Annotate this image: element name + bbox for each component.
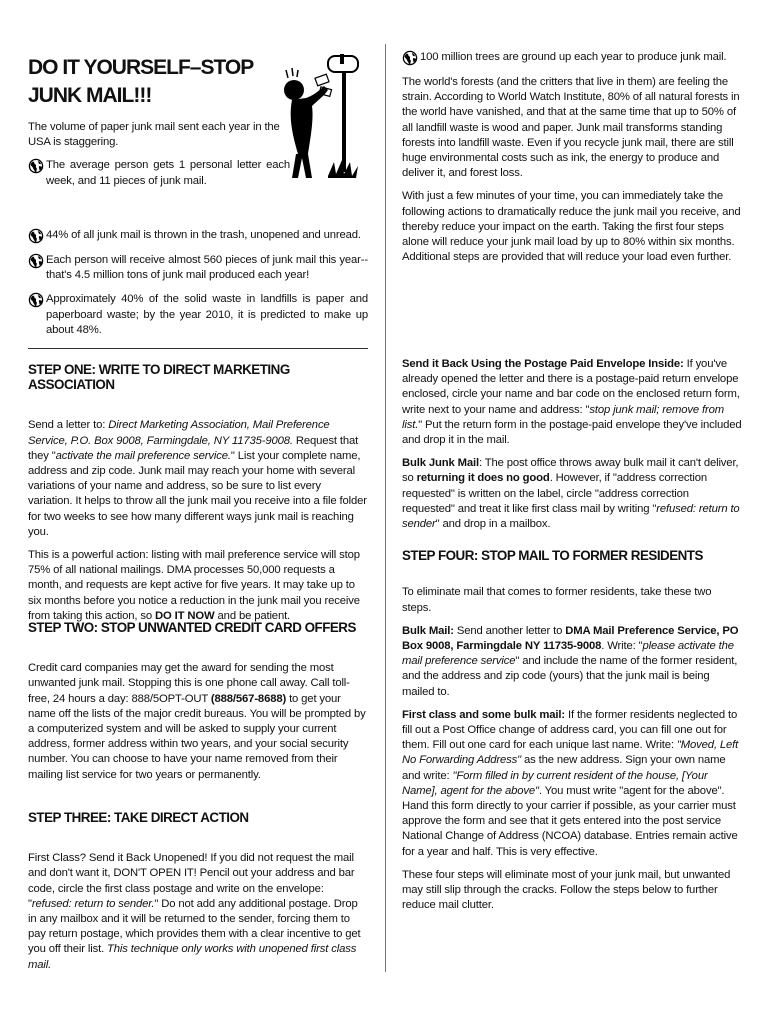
section-divider <box>28 348 368 349</box>
step-one-paragraph-2: This is a powerful action: listing with mail preference service will stop 75% of all national mailings. DMA processes 50,000 requests a month, and requests are kept active for five years. It may take up to six months before you notice a reduction in the junk mail you receive from taking this action, so DO IT NOW and be patient. <box>28 549 360 622</box>
step-two-heading: STEP TWO: STOP UNWANTED CREDIT CARD OFFERS <box>28 620 356 635</box>
step-two-section <box>28 620 368 791</box>
junk-mail-illustration <box>278 50 373 188</box>
postage-paid-paragraph: Send it Back Using the Postage Paid Envelope Inside: If you've already opened the letter and there is a postage-paid return envelope enclosed, circle your name and bar code on the enclosed return form, write next to your name and address: "stop junk mail; remove from list." Put the return form in the postage-paid envelope they've included and drop it in the mail. <box>402 358 742 447</box>
actions-paragraph: With just a few minutes of your time, you can immediately take the following actions to dramatically reduce the junk mail you receive, and thereby reduce your impact on the earth. Taking the first four steps alone will reduce your junk mail load by up to 80% within six months. Additional steps are provided that will reduce your load even further. <box>402 190 741 264</box>
step-three-paragraph: First Class? Send it Back Unopened! If you did not request the mail and don't want it, DON'T OPEN IT! Pencil out your address and bar code, circle the first class postage and write on the envelope: "refused: return to sender." Do not add any additional postage. Drop in any mailbox and it will be returned to the sender, forcing them to pay return postage, which provides them with a clear incentive to get you off their list. This technique only works with unopened first class mail. <box>28 852 361 971</box>
fact-text: Approximately 40% of the solid waste in landfills is paper and paperboard waste; by the year 2010, it is predicted to make up about 48%. <box>46 293 368 336</box>
step-three-heading: STEP THREE: TAKE DIRECT ACTION <box>28 810 249 825</box>
left-intro-column <box>28 54 290 198</box>
closing-paragraph: These four steps will eliminate most of your junk mail, but unwanted may still slip through the cracks. Follow the steps below to further reduce mail clutter. <box>402 868 731 912</box>
fact-text: The average person gets 1 personal letter each week, and 11 pieces of junk mail. <box>46 159 290 187</box>
fact-bullet <box>28 292 368 338</box>
globe-icon <box>28 228 44 244</box>
fact-text: Each person will receive almost 560 pieces of junk mail this year--that's 4.5 million tons of junk mail produced each year! <box>46 254 368 282</box>
step-four-heading: STEP FOUR: STOP MAIL TO FORMER RESIDENTS <box>402 548 703 564</box>
fact-bullet <box>28 228 368 244</box>
globe-icon <box>28 253 44 269</box>
fact-text: 100 million trees are ground up each year to produce junk mail. <box>420 51 727 63</box>
globe-icon <box>402 50 418 66</box>
left-facts-column <box>28 228 368 347</box>
right-steps-column <box>402 357 742 922</box>
forests-paragraph: The world's forests (and the critters that live in them) are feeling the strain. According to World Watch Institute, 80% of all natural forests in the world have vanished, and that at the same time that up to 50% of all landfill waste is wood and paper. Junk mail transforms standing forests into landfill waste. Even if you recycle junk mail, there are still huge environmental costs such as ink, the energy to produce and deliver it, and forest loss. <box>402 76 740 180</box>
step-one-heading: STEP ONE: WRITE TO DIRECT MARKETING ASSOCIATION <box>28 362 290 393</box>
step-two-paragraph: Credit card companies may get the award for sending the most unwanted junk mail. Stopping this is one phone call away. Call toll-free, 24 hours a day: 888/5OPT-OUT (888/567-8688) to get your name off the lists of the major credit bureaus. You will be prompted by a computerized system and will be asked to supply your current address, former address within two years, and your social security number. You can choose to have your name removed from their mailing list service for two years or permanently. <box>28 662 366 781</box>
fact-bullet <box>402 50 742 66</box>
first-class-paragraph: First class and some bulk mail: If the former residents neglected to fill out a Post Office change of address card, you can fill one out for them. Fill out one card for each unique last name. Write: "Moved, Left No Forwarding Address" as the new address. Sign your own name and write: "Form filled in by current resident of the house, [Your Name], agent for the above". You must write "agent for the above". Hand this form directly to your carrier if possible, as your carrier must approve the form and see that it gets entered into the post service National Change of Address (NCOA) database. Entries remain active for a year and half. This is very effective. <box>402 708 739 858</box>
intro-text: The volume of paper junk mail sent each year in the USA is staggering. <box>28 121 280 149</box>
column-divider <box>385 44 386 972</box>
globe-icon <box>28 158 44 174</box>
fact-bullet <box>28 158 290 188</box>
fact-text: 44% of all junk mail is thrown in the trash, unopened and unread. <box>46 229 361 241</box>
globe-icon <box>28 292 44 308</box>
bulk-mail-paragraph: Bulk Mail: Send another letter to DMA Mail Preference Service, PO Box 9008, Farmingdale NY 11735-9008. Write: "please activate the mail preference service" and include the name of the former resident, and the address and zip code (yours) that the junk mail is being mailed to. <box>402 624 739 698</box>
page-title: DO IT YOURSELF–STOP JUNK MAIL!!! <box>28 56 253 107</box>
step-three-section <box>28 810 368 981</box>
fact-bullet <box>28 253 368 283</box>
right-intro-column <box>402 50 742 273</box>
step-four-intro: To eliminate mail that comes to former residents, take these two steps. <box>402 586 712 614</box>
bulk-junk-mail-paragraph: Bulk Junk Mail: The post office throws away bulk mail it can't deliver, so returning it does no good. However, if "address correction requested" is written on the label, circle "address correction requested" and treat it like first class mail by writing "refused: return to sender" and drop in a mailbox. <box>402 457 740 531</box>
step-one-section <box>28 362 368 632</box>
step-one-paragraph: Send a letter to: Direct Marketing Association, Mail Preference Service, P.O. Box 9008, Farmingdale, NY 11735-9008. Request that they "activate the mail preference service." List your complete name, address and zip code. Junk mail may reach your home with several variations of your name and address, so be sure to list every variation. It helps to throw all the junk mail you receive into a file folder for two weeks to see how many different ways junk mail is reaching you. <box>28 419 367 538</box>
